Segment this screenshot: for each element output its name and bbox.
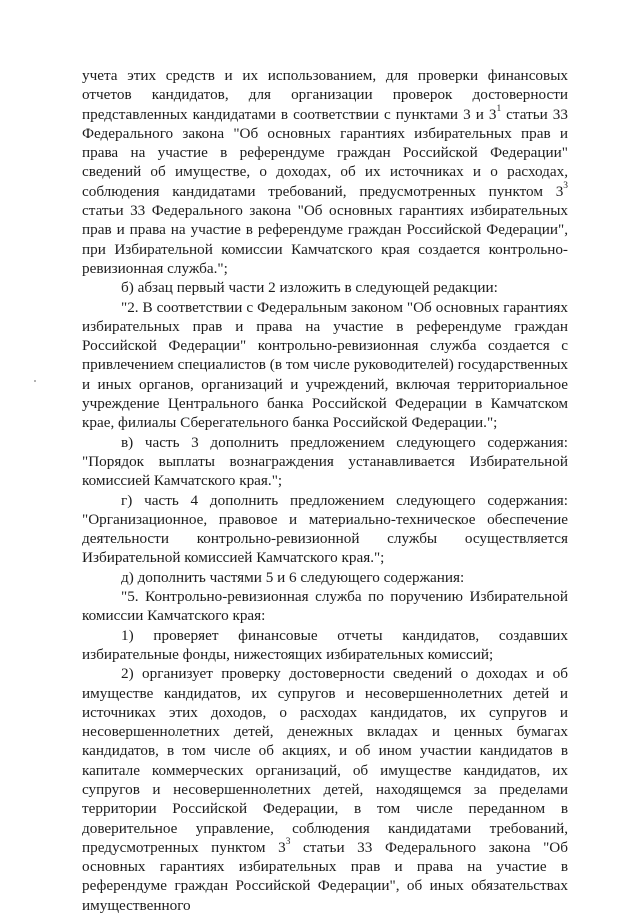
- paragraph-continuation: [82, 66, 568, 278]
- paragraph-item-2: [82, 664, 568, 915]
- paragraph-item-1: 1) проверяет финансовые отчеты кандидатов, создавших избирательные фонды, нижестоящих избирательных комиссий;: [82, 626, 568, 663]
- document-body: [82, 66, 568, 915]
- paragraph-part-5: "5. Контрольно-ревизионная служба по поручению Избирательной комиссии Камчатского края:: [82, 588, 568, 625]
- paragraph-g: г) часть 4 дополнить предложением следующего содержания: "Организационное, правовое и материально-техническое обеспечение деятельности контрольно-ревизионной службы осуществляется Избирательной комиссией Камчатского края.";: [82, 491, 568, 567]
- paragraph-text: статьи 33 Федерального закона "Об основных гарантиях избирательных прав и права на участие в референдуме граждан Российской Федерации", об иных обязательствах имущественного: [82, 838, 568, 914]
- paragraph-text: учета этих средств и их использованием, для проверки финансовых отчетов кандидатов, для организации проверок достоверности представленных кандидатами в соответствии с пунктами 3 и 3: [82, 67, 568, 123]
- paragraph-v: в) часть 3 дополнить предложением следующего содержания: "Порядок выплаты вознаграждения устанавливается Избирательной комиссией Камчатского края.";: [82, 433, 568, 490]
- paragraph-d: д) дополнить частями 5 и 6 следующего содержания:: [121, 568, 465, 586]
- paragraph-text: статьи 33 Федерального закона "Об основных гарантиях избирательных прав и права на участие в референдуме граждан Российской Федерации", при Избирательной комиссии Камчатского края создается контрольно-ревизионная служба.";: [82, 202, 568, 277]
- paragraph-part-2: "2. В соответствии с Федеральным законом "Об основных гарантиях избирательных прав и права на участие в референдуме граждан Российской Федерации" контрольно-ревизионная служба создается с привлечением специалистов (в том числе руководителей) государственных и иных органов, организаций и учреждений, включая территориальное учреждение Центрального банка Российской Федерации в Камчатском крае, филиалы Сберегательного банка Российской Федерации.";: [82, 298, 568, 432]
- paragraph-b: б) абзац первый части 2 изложить в следующей редакции:: [121, 279, 498, 297]
- superscript: 3: [285, 837, 291, 848]
- scan-speck: [34, 380, 36, 382]
- superscript: 1: [496, 104, 502, 115]
- superscript: 3: [563, 181, 568, 192]
- paragraph-text: статьи 33 Федерального закона "Об основных гарантиях избирательных прав и права на участие в референдуме граждан Российской Федерации" сведений об имуществе, о доходах, об их источниках и о расходах, соблюдения кандидатами требований, предусмотренных пунктом 3: [82, 105, 568, 200]
- paragraph-text: 2) организует проверку достоверности сведений о доходах и об имуществе кандидатов, их супругов и несовершеннолетних детей и источниках этих доходов, о расходах кандидатов, их супругов и несовершеннолетних детей, денежных вкладах и ценных бумагах кандидатов, в том числе об акциях, и об ином участии кандидатов в капитале коммерческих организаций, об имуществе кандидатов, их супругов и несовершеннолетних детей, находящемся за пределами территории Российской Федерации, в том числе переданном в доверительное управление, соблюдения кандидатами требований, предусмотренных пунктом 3: [82, 665, 568, 856]
